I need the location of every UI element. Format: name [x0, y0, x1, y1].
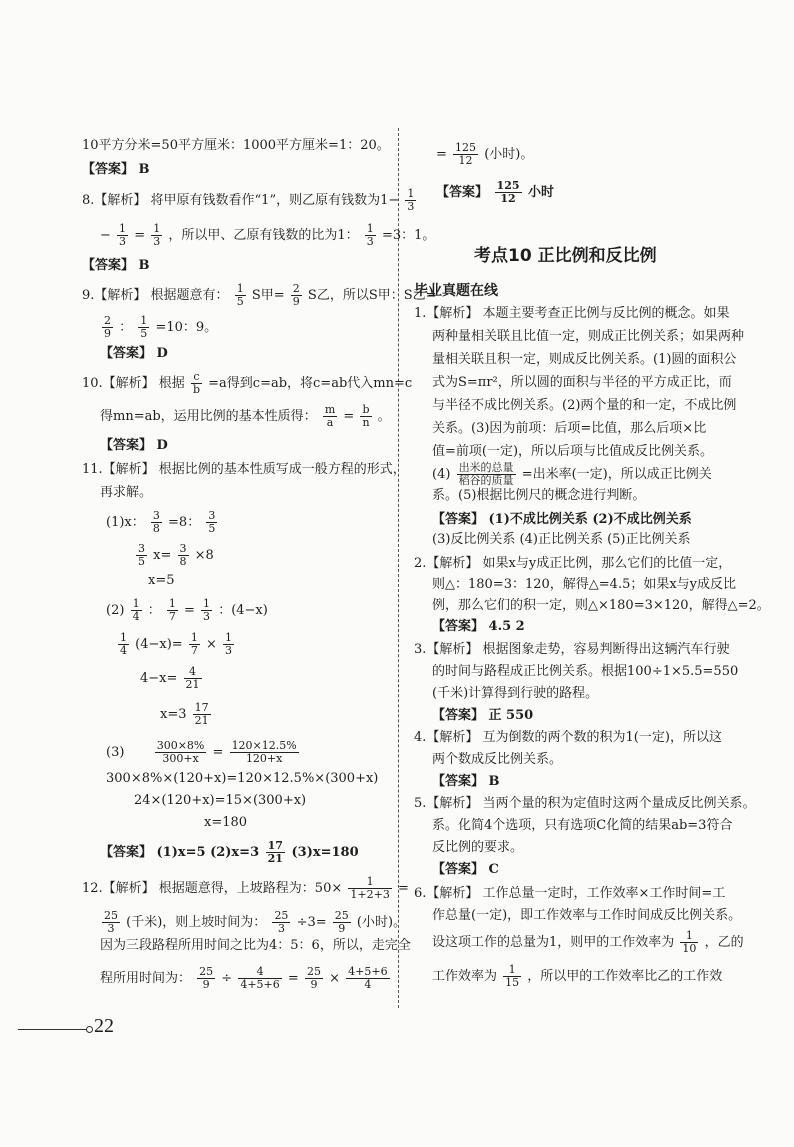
text: x=180 [204, 815, 248, 830]
text: 24×(120+x)=15×(300+x) [134, 793, 307, 808]
denominator: 300+x [162, 752, 199, 765]
denominator: 3 [203, 610, 211, 623]
text: 值=前项(一定)，所以后项与比值成反比例关系。 [432, 444, 714, 459]
r3-line2 [432, 664, 738, 680]
q8-line1 [82, 188, 418, 213]
numerator: 1 [190, 631, 198, 644]
answer-line [100, 438, 168, 454]
text: 4−x= [140, 671, 178, 686]
numerator: 1 [680, 930, 698, 943]
answer-8: 【答案】 B [82, 258, 150, 273]
q12-line3 [100, 938, 411, 954]
text: ，乙的 [704, 935, 744, 950]
text: x= [153, 548, 172, 563]
text: × [205, 637, 217, 652]
text: 关系。(3)因为前项：后项=比值，那么后项×比 [432, 421, 707, 436]
denominator: 15 [505, 976, 520, 989]
numerator: 25 [104, 909, 118, 922]
text: − [100, 228, 111, 243]
fraction [360, 404, 371, 429]
r1-line2 [432, 329, 744, 345]
footer-rule [18, 1029, 88, 1030]
fraction [167, 598, 178, 623]
text: ÷3= [296, 915, 327, 930]
numerator: 3 [138, 542, 145, 555]
fraction [235, 283, 246, 308]
fraction [117, 223, 128, 248]
numerator: 1 [120, 631, 127, 644]
r6-line1 [414, 886, 725, 902]
step3-line2 [106, 771, 378, 787]
text: 2.【解析】 如果x与y成正比例，那么它们的比值一定， [414, 556, 732, 571]
denominator: 9 [338, 922, 346, 935]
step2-line3 [140, 666, 204, 691]
answer-12: 【答案】 [436, 185, 489, 200]
numerator: 4 [184, 666, 202, 679]
text: =3：1。 [381, 228, 436, 243]
text: S乙，所以S甲：S乙= [307, 288, 437, 303]
numerator: 25 [199, 965, 214, 978]
text: = [134, 228, 146, 243]
text-line [82, 138, 390, 154]
denominator: 5 [140, 327, 148, 340]
fraction [102, 315, 113, 340]
answer-r3: 【答案】 正 550 [432, 708, 534, 723]
denominator: 12 [458, 154, 473, 167]
denominator: 3 [153, 235, 161, 248]
text: = [436, 147, 447, 162]
numerator: 25 [306, 965, 321, 978]
denominator: 3 [225, 644, 232, 657]
fraction [457, 462, 516, 487]
fraction [136, 543, 147, 568]
text: ，所以甲、乙原有钱数的比为1： [168, 228, 359, 243]
step2-line1 [106, 598, 268, 623]
r4-line2 [432, 752, 562, 768]
section-title: 考点10 正比例和反比例 [474, 246, 657, 266]
q10-line1 [82, 371, 412, 396]
numerator: m [324, 403, 336, 416]
numerator: 1 [119, 222, 127, 235]
text: = [287, 971, 299, 986]
step1-line3 [148, 573, 175, 589]
fraction [151, 223, 162, 248]
text: (1)x： [106, 515, 145, 530]
answer-line [432, 862, 499, 878]
q9-line1 [82, 283, 437, 308]
denominator: 21 [267, 852, 283, 865]
text: 则△：180=3：120，解得△=4.5；如果x与y成反比 [432, 577, 737, 592]
step3-line4 [204, 815, 247, 831]
denominator: 4 [120, 644, 127, 657]
text: =8： [168, 515, 201, 530]
text: 式为S=πr²，所以圆的面积与半径的平方成正比，而 [432, 375, 732, 390]
r3-line1 [414, 642, 730, 658]
text: 与半径不成比例关系。(2)两个量的和一定，不成比例 [432, 398, 737, 413]
answer-11: 【答案】 (1)x=5 (2)x=3 [100, 845, 260, 860]
answer-line [432, 619, 525, 635]
fraction [193, 702, 211, 727]
step3-line1 [106, 740, 301, 765]
fraction [206, 510, 217, 535]
denominator: 4 [132, 610, 140, 623]
text: 。 [377, 409, 391, 424]
numerator: c [191, 371, 202, 384]
text: 工作效率为 [432, 969, 498, 984]
denominator: 21 [194, 714, 209, 727]
fraction [131, 598, 142, 623]
text: × [329, 971, 341, 986]
text: ，所以甲的工作效率比乙的工作效 [527, 969, 723, 984]
text: 5.【解析】 当两个量的积为定值时这两个量成反比例关系。 [414, 796, 756, 811]
r6-line3 [432, 930, 744, 955]
fraction [230, 740, 299, 765]
denominator: 120+x [245, 752, 283, 765]
fraction [155, 740, 207, 765]
fraction [453, 142, 478, 167]
step1-line2 [134, 543, 214, 568]
q9-line2: $\frac{2}{9}$ ： $\frac{1}{5}$ =10：9。 [104, 314, 218, 340]
fraction [238, 966, 281, 991]
text: =a得到c=ab，将c=ab代入mn=c [208, 376, 413, 391]
denominator: b [192, 383, 200, 396]
denominator: a [326, 416, 334, 429]
text: 因为三段路程所用时间之比为4：5：6，所以，走完全 [100, 938, 411, 953]
carry-line [436, 142, 533, 167]
text: ： [147, 603, 161, 618]
denominator: 3 [407, 200, 415, 213]
r2-line2 [432, 577, 736, 593]
text: 小时 [528, 185, 555, 200]
fraction [138, 315, 149, 340]
r5-line2 [432, 818, 732, 834]
numerator: 1 [225, 631, 232, 644]
numerator: 125 [455, 141, 477, 154]
fraction [266, 840, 285, 865]
text: S甲= [251, 288, 285, 303]
text: 设这项工作的总量为1，则甲的工作效率为 [432, 935, 675, 950]
numerator: 2 [104, 314, 111, 327]
denominator: 4+5+6 [240, 978, 280, 991]
denominator: 4 [364, 978, 372, 991]
denominator: 5 [208, 522, 216, 535]
text: (千米)，则上坡时间为： [126, 915, 267, 930]
step2-line2 [116, 632, 236, 657]
text: (小时)。 [484, 147, 534, 162]
page-number: 22 [94, 1015, 114, 1037]
fraction [291, 283, 302, 308]
r6-line4 [432, 964, 722, 989]
r1-line8 [432, 462, 712, 487]
fraction [178, 543, 189, 568]
denominator: 3 [107, 922, 115, 935]
text: = [184, 603, 195, 618]
r2-line1 [414, 556, 731, 572]
answer-line [82, 162, 150, 178]
fraction [333, 910, 351, 935]
q12-line4 [100, 966, 392, 991]
text: ×8 [194, 548, 214, 563]
fraction [365, 223, 376, 248]
text: 10平方分米=50平方厘米：1000平方厘米=1：20。 [82, 138, 390, 153]
r1-line3 [432, 352, 736, 368]
text: (4−x)= [135, 637, 183, 652]
text: 300×8%×(120+x)=120×12.5%×(300+x) [106, 771, 379, 786]
numerator: 25 [334, 909, 349, 922]
text: 3.【解析】 根据图象走势，容易判断得出这辆汽车行驶 [414, 642, 730, 657]
r5-line1 [414, 796, 756, 812]
text: 6.【解析】 工作总量一定时，工作效率×工作时间=工 [414, 886, 726, 901]
text: 程所用时间为： [100, 971, 192, 986]
fraction [201, 598, 212, 623]
text: 10.【解析】 根据 [82, 376, 185, 391]
subheading: 毕业真题在线 [414, 283, 498, 299]
numerator: 17 [194, 701, 209, 714]
text: x=5 [148, 573, 175, 588]
q10-line2 [100, 404, 391, 429]
denominator: 9 [104, 327, 111, 340]
text: = [343, 409, 355, 424]
text: (小时)。 [356, 915, 407, 930]
answer-line [432, 708, 533, 724]
numerator: 3 [179, 542, 187, 555]
numerator: 300×8% [156, 739, 205, 752]
text: 8.【解析】 将甲原有钱数看作“1”，则乙原有钱数为1− [82, 193, 400, 208]
denominator: 12 [500, 192, 516, 205]
denominator: 3 [366, 235, 374, 248]
fraction [102, 910, 120, 935]
numerator: 3 [208, 509, 216, 522]
numerator: 125 [496, 179, 520, 192]
numerator: 2 [292, 282, 300, 295]
denominator: 7 [168, 610, 176, 623]
text: 反比例的要求。 [432, 840, 524, 855]
text: 系。化简4个选项，只有选项C化简的结果ab=3符合 [432, 818, 733, 833]
text: (3)x=180 [291, 845, 359, 860]
text: x=3 [160, 707, 187, 722]
fraction [272, 910, 290, 935]
step1-line1 [106, 510, 219, 535]
answer-line [100, 840, 359, 865]
r3-line3 [432, 686, 598, 702]
fraction [191, 371, 202, 396]
text: (2) [106, 603, 125, 618]
fraction [680, 930, 698, 955]
text: ÷ [221, 971, 233, 986]
numerator: 1 [503, 964, 521, 977]
numerator: 1 [203, 597, 211, 610]
denominator: 3 [277, 922, 285, 935]
numerator: 1 [140, 314, 148, 327]
numerator: 17 [267, 839, 283, 852]
denominator: 10 [682, 942, 697, 955]
text: 的时间与路程成正比例关系。根据100÷1×5.5=550 [432, 664, 739, 679]
text: = [397, 881, 409, 896]
numerator: 1 [407, 187, 415, 200]
text: 4.【解析】 互为倒数的两个数的积为1(一定)，所以这 [414, 730, 722, 745]
step2-line4 [160, 702, 213, 727]
text: 12.【解析】 根据题意得，上坡路程为：50× [82, 881, 343, 896]
r6-line2 [432, 908, 741, 924]
numerator: 3 [152, 509, 160, 522]
numerator: 1 [348, 876, 391, 889]
r1-line5 [432, 398, 736, 414]
text: 9.【解析】 根据题意有： [82, 288, 229, 303]
denominator: 5 [236, 295, 244, 308]
answer-r4: 【答案】 B [432, 774, 500, 789]
answer-line [82, 258, 150, 274]
text: 作总量(一定)，即工作效率与工作时间成反比例关系。 [432, 908, 742, 923]
answer-7: 【答案】 B [82, 162, 150, 177]
denominator: 8 [179, 555, 187, 568]
text: 两个数成反比例关系。 [432, 752, 563, 767]
denominator: 9 [292, 295, 300, 308]
q11-line1 [82, 462, 406, 478]
text: =10：9。 [155, 320, 218, 335]
text: ：(4−x) [218, 603, 268, 618]
numerator: 1 [366, 222, 374, 235]
r1-line9 [432, 488, 645, 504]
numerator: b [360, 404, 371, 417]
answer-line [432, 774, 500, 790]
denominator: 8 [152, 522, 160, 535]
q12-line1 [82, 876, 409, 901]
answer-10: 【答案】 D [100, 438, 168, 453]
denominator: 7 [190, 644, 198, 657]
q11-line2 [100, 485, 152, 501]
numerator: 25 [274, 909, 289, 922]
denominator: n [362, 416, 370, 429]
numerator: 4+5+6 [348, 965, 388, 978]
denominator: 稻谷的质量 [458, 474, 514, 487]
numerator: 1 [168, 597, 176, 610]
text: 1.【解析】 本题主要考查正比例与反比例的概念。如果 [414, 306, 730, 321]
answer-r2: 【答案】 4.5 2 [432, 619, 525, 634]
footer-dot [86, 1026, 93, 1033]
text: (3)反比例关系 (4)正比例关系 (5)正比例关系 [432, 532, 691, 547]
fraction [223, 632, 234, 657]
text: (4) [432, 467, 451, 482]
fraction [495, 180, 522, 205]
r1-line7 [432, 444, 713, 460]
fraction [405, 188, 416, 213]
denominator: 9 [202, 978, 210, 991]
r5-line3 [432, 840, 523, 856]
answer-line [100, 346, 168, 362]
text: 得mn=ab，运用比例的基本性质得： [100, 409, 317, 424]
numerator: 120×12.5% [231, 739, 297, 752]
fraction [503, 964, 521, 989]
q12-line2 [100, 910, 406, 935]
answer-r5: 【答案】 C [432, 862, 499, 877]
answer-line [432, 512, 692, 528]
numerator: 4 [238, 966, 281, 979]
r4-line1 [414, 730, 722, 746]
answer-9: 【答案】 D [100, 346, 168, 361]
r1-line1 [414, 306, 730, 322]
numerator: 1 [153, 222, 161, 235]
text: 系。(5)根据比例尺的概念进行判断。 [432, 488, 646, 503]
fraction [184, 666, 202, 691]
fraction [197, 966, 215, 991]
denominator: 5 [138, 555, 145, 568]
r2-line3 [432, 598, 770, 614]
r1-line4 [432, 375, 732, 391]
text: = [212, 745, 224, 760]
text: 11.【解析】 根据比例的基本性质写成一般方程的形式， [82, 462, 406, 477]
text: =出米率(一定)，所以成正比例关 [521, 467, 712, 482]
fraction [346, 966, 389, 991]
q8-line2 [100, 223, 435, 248]
fraction [305, 966, 323, 991]
denominator: 21 [185, 678, 200, 691]
denominator: 1+2+3 [350, 888, 390, 901]
text: 量相关联且积一定，则成反比例关系。(1)圆的面积公 [432, 352, 737, 367]
fraction [118, 632, 129, 657]
fraction [348, 876, 391, 901]
text: 例，那么它们的积一定，则△×180=3×120，解得△=2。 [432, 598, 770, 613]
text: (千米)计算得到行驶的路程。 [432, 686, 599, 701]
fraction [189, 632, 200, 657]
numerator: 1 [236, 282, 244, 295]
numerator: 出米的总量 [458, 461, 514, 474]
answer-line [436, 180, 554, 205]
fraction [323, 404, 337, 429]
numerator: 1 [132, 597, 140, 610]
text: 再求解。 [100, 485, 153, 500]
denominator: 9 [310, 978, 318, 991]
step3-line3 [134, 793, 306, 809]
answer-r1: 【答案】 (1)不成比例关系 (2)不成比例关系 [432, 512, 692, 527]
answer-line-2 [432, 532, 691, 548]
denominator: 3 [119, 235, 127, 248]
fraction [151, 510, 162, 535]
text: (3) [106, 745, 125, 760]
text: 两种量相关联且比值一定，则成正比例关系；如果两种 [432, 329, 745, 344]
r1-line6 [432, 421, 706, 437]
